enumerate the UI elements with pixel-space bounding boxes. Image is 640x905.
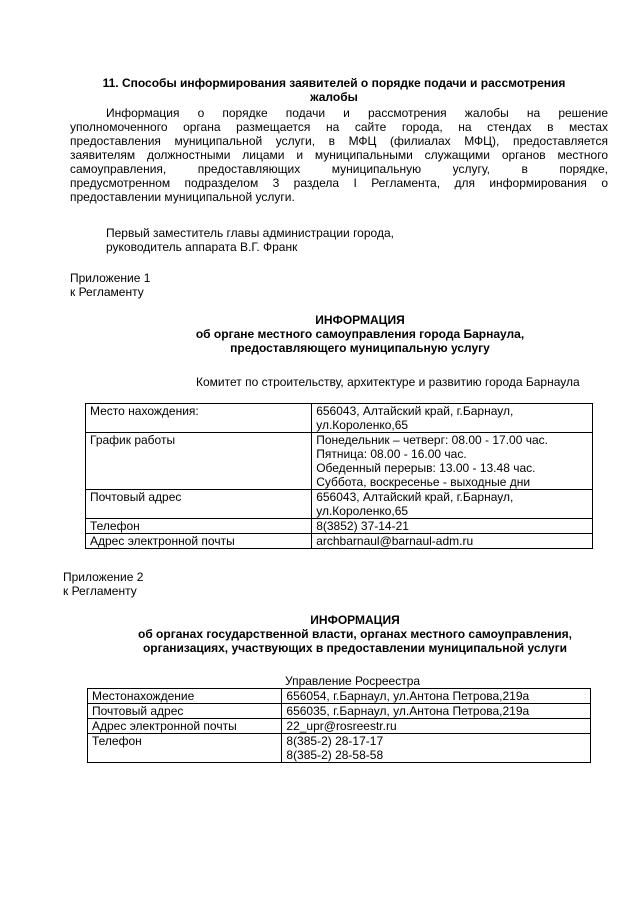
table-row [88,734,591,763]
appendix1-org-name: Комитет по строительству, архитектуре и развитию города Барнаула [196,375,580,389]
appendix1-subtitle-line1: об органе местного самоуправления города Барнаула, [195,327,525,341]
row-label: Почтовый адрес [88,704,282,719]
appendix1-label-line1: Приложение 1 [70,271,151,285]
row-value-line: ул.Короленко,65 [316,418,409,432]
section-paragraph [70,106,608,204]
row-value [282,734,591,763]
table-row [88,719,591,734]
table-row [86,490,593,519]
row-value-line: Обеденный перерыв: 13.00 - 13.48 час. [316,461,536,475]
row-value-line: Понедельник – четверг: 08.00 - 17.00 час. [316,433,548,447]
row-label: Телефон [86,519,312,534]
row-value-line: 22_upr@rosreestr.ru [286,719,397,733]
appendix2-subtitle-line2: организациях, участвующих в предоставлении муниципальной услуги [142,641,568,655]
row-label: Местонахождение [88,689,282,704]
section-heading [70,76,598,104]
table-row [86,534,593,549]
appendix2-label-line1: Приложение 2 [63,570,144,584]
appendix2-org-name: Управление Росреестра [285,674,421,688]
row-value [282,689,591,704]
signature-line2: руководитель аппарата В.Г. Франк [106,240,298,254]
appendix2-title: ИНФОРМАЦИЯ [310,613,400,627]
row-value-line: 8(385-2) 28-17-17 [286,734,384,748]
row-value-line: 8(3852) 37-14-21 [316,519,409,533]
signature-block [106,226,394,254]
appendix1-label [70,271,150,299]
row-value-line: ул.Короленко,65 [316,504,409,518]
row-label: График работы [86,433,312,490]
table-row [88,704,591,719]
row-label: Место нахождения: [86,404,312,433]
paragraph-line: Информация о порядке подачи и рассмотрения жалобы на решение [106,106,608,120]
section-heading-line2: жалобы [310,90,358,104]
row-value [312,490,593,519]
paragraph-line: уполномоченного органа размещается на сайте города, на стендах в местах [70,120,608,134]
row-value [312,519,593,534]
paragraph-line: самоуправления, предоставляющих муниципальную услугу, в порядке, [70,162,608,176]
row-value-line: Пятница: 08.00 - 16.00 час. [316,447,467,461]
row-label: Телефон [88,734,282,763]
appendix1-label-line2: к Регламенту [70,285,144,299]
appendix2-info-table [87,688,591,763]
row-label: Адрес электронной почты [88,719,282,734]
table-row [86,404,593,433]
row-value-line: 656054, г.Барнаул, ул.Антона Петрова,219а [286,689,530,703]
row-value [312,534,593,549]
appendix2-title-block [60,613,640,655]
row-value-line: 656035, г.Барнаул, ул.Антона Петрова,219а [286,704,530,718]
section-heading-line1: 11. Способы информирования заявителей о порядке подачи и рассмотрения [102,76,566,90]
signature-line1: Первый заместитель главы администрации города, [106,226,394,240]
row-value [282,719,591,734]
appendix1-info-table [85,403,593,549]
paragraph-line: предусмотренном подразделом 3 раздела I Регламента, для информирования о [70,176,608,190]
row-value-line: 8(385-2) 28-58-58 [286,748,384,762]
paragraph-line: заявителям должностными лицами и муниципальными служащими органов местного [70,148,608,162]
row-value [282,704,591,719]
appendix1-title: ИНФОРМАЦИЯ [315,313,405,327]
row-label: Почтовый адрес [86,490,312,519]
row-label: Адрес электронной почты [86,534,312,549]
paragraph-line: предоставления муниципальной услуги, в МФЦ (филиалах МФЦ), предоставляется [70,134,608,148]
row-value-line: 656043, Алтайский край, г.Барнаул, [316,490,514,504]
appendix2-label [63,570,143,598]
row-value [312,433,593,490]
appendix2-label-line2: к Регламенту [63,584,137,598]
row-value-line: 656043, Алтайский край, г.Барнаул, [316,404,514,418]
table-row [86,433,593,490]
appendix1-title-block [70,313,640,355]
table-row [86,519,593,534]
row-value-line: archbarnaul@barnaul-adm.ru [316,534,474,548]
row-value-line: Суббота, воскресенье - выходные дни [316,475,531,489]
table-row [88,689,591,704]
paragraph-last-line: предоставлении муниципальной услуги. [70,190,295,204]
appendix2-subtitle-line1: об органах государственной власти, органах местного самоуправления, [137,627,573,641]
appendix1-subtitle-line2: предоставляющего муниципальную услугу [230,341,490,355]
row-value [312,404,593,433]
